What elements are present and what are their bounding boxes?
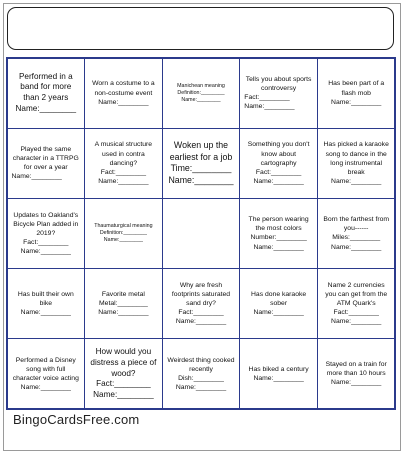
bingo-cell[interactable] bbox=[317, 268, 396, 339]
cell-field: Name: ________ bbox=[253, 308, 303, 317]
cell-field: Name: ________ bbox=[21, 247, 71, 256]
cell-field: Name: ________ bbox=[331, 98, 381, 107]
cell-field: Dish: ________ bbox=[178, 374, 224, 383]
bingo-cell[interactable] bbox=[162, 268, 241, 339]
bingo-cell[interactable] bbox=[7, 128, 86, 199]
cell-prompt: Played the same character in a TTRPG for over a year bbox=[12, 145, 79, 172]
cell-prompt: Has been part of a flash mob bbox=[328, 80, 385, 97]
cell-field: Fact: ________ bbox=[256, 168, 301, 177]
cell-field: Definition: ________ bbox=[100, 230, 147, 237]
cell-field: Definition: ________ bbox=[177, 90, 224, 97]
cell-field: Name: ________ bbox=[98, 308, 148, 317]
cell-prompt: Something you don't know about cartography bbox=[247, 141, 310, 167]
cell-prompt: Has built their own bike bbox=[17, 290, 74, 308]
cell-field: Name: ________ bbox=[331, 177, 381, 186]
cell-field: Name: ________ bbox=[21, 383, 71, 392]
bingo-cell[interactable] bbox=[317, 128, 396, 199]
cell-field: Name: ________ bbox=[21, 308, 71, 317]
bingo-cell[interactable] bbox=[162, 338, 241, 409]
bingo-cell[interactable] bbox=[162, 128, 241, 199]
cell-field: Fact: ________ bbox=[334, 308, 379, 317]
cell-prompt: Performed a Disney song with full character voice acting bbox=[12, 356, 79, 382]
cell-prompt: Thaumaturgical meaning bbox=[94, 223, 153, 230]
bingo-cell[interactable] bbox=[7, 268, 86, 339]
bingo-cell[interactable] bbox=[162, 58, 241, 129]
bingo-cell[interactable] bbox=[239, 198, 318, 269]
cell-prompt: A musical structure used in contra dancing? bbox=[94, 141, 153, 167]
cell-field: Name: ________ bbox=[253, 243, 303, 252]
cell-field: Fact: ________ bbox=[23, 238, 68, 247]
cell-field: Fact: ________ bbox=[244, 93, 289, 102]
cell-prompt: How would you distress a piece of wood? bbox=[90, 347, 157, 378]
bingo-cell[interactable] bbox=[7, 58, 86, 129]
cell-prompt: Performed in a band for more than 2 years bbox=[18, 71, 73, 103]
cell-field: Name: ________ bbox=[253, 374, 303, 383]
cell-prompt: Favorite metal bbox=[101, 290, 145, 298]
cell-field: Name: ________ bbox=[12, 172, 62, 181]
cell-field: Name: ________ bbox=[16, 104, 77, 115]
cell-field: Miles: ________ bbox=[332, 233, 380, 242]
cell-field: Name: ________ bbox=[181, 97, 220, 104]
cell-field: Name: ________ bbox=[98, 98, 148, 107]
cell-field: Name: ________ bbox=[331, 378, 381, 387]
bingo-cell[interactable] bbox=[84, 128, 163, 199]
cell-prompt: The person wearing the most colors bbox=[248, 216, 309, 233]
card-title-box[interactable] bbox=[7, 7, 394, 50]
bingo-cell[interactable] bbox=[84, 338, 163, 409]
cell-prompt: Name 2 currencies you can get from the ATM Quark's bbox=[325, 281, 388, 308]
cell-field: Fact: ________ bbox=[101, 168, 146, 177]
cell-field: Name: ________ bbox=[104, 237, 143, 244]
cell-field: Name: ________ bbox=[176, 383, 226, 392]
bingo-cell[interactable] bbox=[239, 58, 318, 129]
bingo-cell[interactable] bbox=[84, 58, 163, 129]
cell-field: Fact: ________ bbox=[178, 308, 223, 317]
bingo-cell[interactable] bbox=[7, 198, 86, 269]
bingo-cell[interactable] bbox=[7, 338, 86, 409]
cell-field: Name: ________ bbox=[176, 317, 226, 326]
cell-prompt: Has picked a karaoke song to dance in the long instrumental break bbox=[323, 141, 389, 176]
cell-field: Metal: ________ bbox=[99, 299, 148, 308]
bingo-cell[interactable] bbox=[84, 268, 163, 339]
bingo-cell[interactable] bbox=[317, 338, 396, 409]
cell-prompt: Worn a costume to a non-costume event bbox=[92, 80, 155, 97]
cell-prompt: Why are fresh footprints saturated sand dry? bbox=[171, 281, 231, 308]
bingo-cell[interactable] bbox=[317, 198, 396, 269]
bingo-cell[interactable] bbox=[239, 338, 318, 409]
cell-prompt: Has done karaoke sober bbox=[251, 290, 307, 308]
cell-prompt: Stayed on a train for more than 10 hours bbox=[325, 361, 387, 378]
cell-prompt: Woken up the earliest for a job bbox=[169, 140, 233, 162]
cell-field: Time: ________ bbox=[171, 163, 232, 174]
cell-field: Name: ________ bbox=[331, 243, 381, 252]
cell-prompt: Updates to Oakland's Bicycle Plan added in 2019? bbox=[13, 211, 79, 237]
cell-prompt: Weirdest thing cooked recently bbox=[167, 356, 235, 373]
cell-field: Name: ________ bbox=[98, 177, 148, 186]
bingo-grid bbox=[6, 57, 396, 410]
bingo-cell[interactable] bbox=[317, 58, 396, 129]
bingo-cell[interactable] bbox=[239, 128, 318, 199]
site-credit: BingoCardsFree.com bbox=[13, 412, 140, 427]
bingo-cell[interactable] bbox=[239, 268, 318, 339]
cell-prompt: Tells you about sports controversy bbox=[245, 75, 312, 92]
cell-field: Name: ________ bbox=[253, 177, 303, 186]
cell-prompt: Has biked a century bbox=[248, 365, 309, 373]
cell-field: Name: ________ bbox=[244, 102, 294, 111]
cell-prompt: Born the farthest from you------ bbox=[323, 216, 390, 233]
cell-field: Name: ________ bbox=[93, 390, 154, 401]
bingo-cell[interactable] bbox=[84, 198, 163, 269]
cell-field: Name: ________ bbox=[331, 317, 381, 326]
cell-prompt: Manichean meaning bbox=[177, 82, 225, 89]
cell-field: Number: ________ bbox=[250, 233, 306, 242]
free-space-cell[interactable] bbox=[162, 198, 241, 269]
cell-field: Fact: ________ bbox=[96, 379, 151, 390]
cell-field: Name: ________ bbox=[168, 175, 233, 186]
